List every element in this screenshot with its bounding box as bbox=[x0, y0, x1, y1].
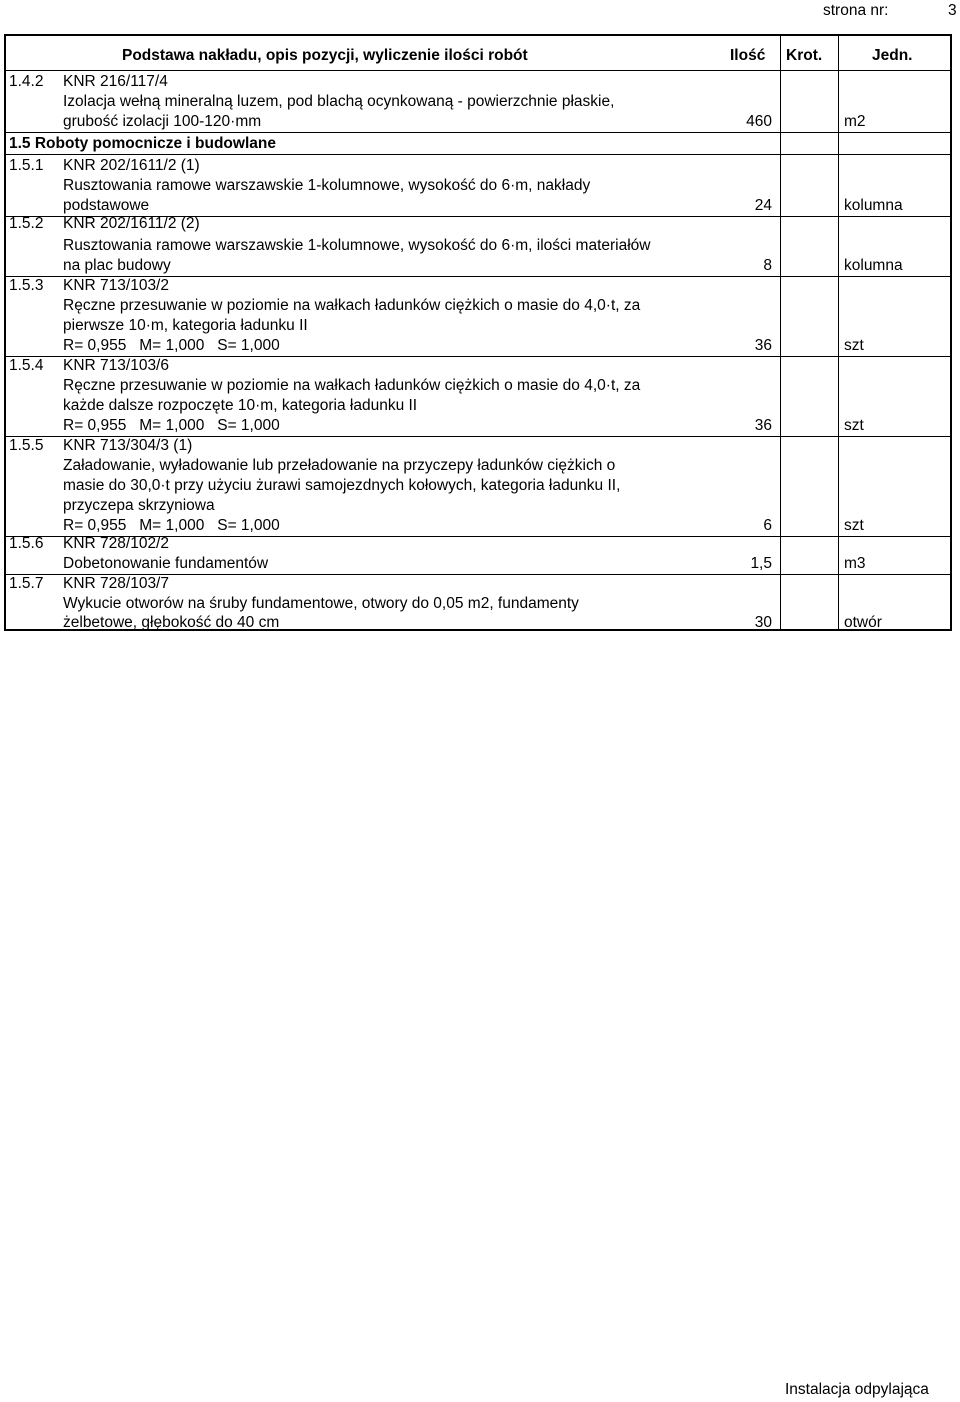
item-unit: m3 bbox=[844, 555, 866, 572]
item-description-line: Izolacja wełną mineralną luzem, pod blachą ocynkowaną - powierzchnie płaskie, bbox=[63, 93, 615, 110]
item-basis: KNR 713/304/3 (1) bbox=[63, 437, 193, 454]
item-quantity: 6 bbox=[763, 517, 772, 534]
item-unit: m2 bbox=[844, 113, 866, 130]
item-description-line: Ręczne przesuwanie w poziomie na wałkach ładunków ciężkich o masie do 4,0·t, za bbox=[63, 297, 641, 314]
item-coefficients: R= 0,955 M= 1,000 S= 1,000 bbox=[63, 517, 280, 534]
item-number: 1.5.2 bbox=[9, 215, 44, 232]
item-basis: KNR 202/1611/2 (2) bbox=[63, 215, 200, 232]
item-quantity: 30 bbox=[754, 614, 772, 631]
item-quantity: 8 bbox=[763, 257, 772, 274]
item-number: 1.5.6 bbox=[9, 535, 44, 552]
document-footer: Instalacja odpylająca bbox=[785, 1381, 929, 1398]
item-basis: KNR 713/103/6 bbox=[63, 357, 169, 374]
header-description: Podstawa nakładu, opis pozycji, wyliczenie ilości robót bbox=[122, 47, 528, 64]
item-description-line: przyczepa skrzyniowa bbox=[63, 497, 215, 514]
item-unit: kolumna bbox=[844, 197, 903, 214]
item-basis: KNR 728/103/7 bbox=[63, 575, 169, 592]
item-number: 1.5.3 bbox=[9, 277, 44, 294]
item-description-line: Dobetonowanie fundamentów bbox=[63, 555, 269, 572]
row-divider bbox=[6, 154, 950, 155]
item-number: 1.5.1 bbox=[9, 157, 44, 174]
header-divider bbox=[6, 70, 950, 71]
item-basis: KNR 216/117/4 bbox=[63, 73, 168, 90]
page-number-label: strona nr: bbox=[823, 2, 889, 19]
item-coefficients: R= 0,955 M= 1,000 S= 1,000 bbox=[63, 337, 280, 354]
item-description-line: Rusztowania ramowe warszawskie 1-kolumnowe, wysokość do 6·m, nakłady bbox=[63, 177, 591, 194]
item-number: 1.5.7 bbox=[9, 575, 44, 592]
item-quantity: 24 bbox=[754, 197, 772, 214]
header-multiplier: Krot. bbox=[786, 47, 823, 64]
cost-estimate-table bbox=[4, 34, 952, 631]
item-quantity: 36 bbox=[754, 337, 772, 354]
item-description-line: Rusztowania ramowe warszawskie 1-kolumnowe, wysokość do 6·m, ilości materiałów bbox=[63, 237, 651, 254]
item-description-line: każde dalsze rozpoczęte 10·m, kategoria ładunku II bbox=[63, 397, 418, 414]
item-basis: KNR 202/1611/2 (1) bbox=[63, 157, 200, 174]
item-description-line: Ręczne przesuwanie w poziomie na wałkach ładunków ciężkich o masie do 4,0·t, za bbox=[63, 377, 641, 394]
item-description-line: żelbetowe, głębokość do 40 cm bbox=[63, 614, 280, 631]
column-divider bbox=[838, 36, 839, 629]
item-basis: KNR 728/102/2 bbox=[63, 535, 169, 552]
item-unit: szt bbox=[844, 517, 864, 534]
item-quantity: 460 bbox=[746, 113, 772, 130]
column-divider bbox=[780, 36, 781, 629]
item-description-line: Wykucie otworów na śruby fundamentowe, otwory do 0,05 m2, fundamenty bbox=[63, 595, 579, 612]
item-description-line: masie do 30,0·t przy użyciu żurawi samojezdnych kołowych, kategoria ładunku II, bbox=[63, 477, 621, 494]
header-unit: Jedn. bbox=[872, 47, 913, 64]
header-quantity: Ilość bbox=[730, 47, 766, 64]
row-divider bbox=[6, 132, 950, 133]
item-description-line: na plac budowy bbox=[63, 257, 171, 274]
item-number: 1.4.2 bbox=[9, 73, 44, 90]
item-description-line: podstawowe bbox=[63, 197, 150, 214]
item-unit: szt bbox=[844, 417, 864, 434]
item-unit: szt bbox=[844, 337, 864, 354]
page-number-value: 3 bbox=[948, 2, 957, 19]
item-unit: kolumna bbox=[844, 257, 903, 274]
item-coefficients: R= 0,955 M= 1,000 S= 1,000 bbox=[63, 417, 280, 434]
item-number: 1.5.5 bbox=[9, 437, 44, 454]
item-description-line: pierwsze 10·m, kategoria ładunku II bbox=[63, 317, 308, 334]
item-basis: KNR 713/103/2 bbox=[63, 277, 169, 294]
section-heading: 1.5 Roboty pomocnicze i budowlane bbox=[9, 135, 276, 152]
item-quantity: 36 bbox=[754, 417, 772, 434]
item-quantity: 1,5 bbox=[750, 555, 772, 572]
item-number: 1.5.4 bbox=[9, 357, 44, 374]
item-unit: otwór bbox=[844, 614, 882, 631]
item-description-line: Załadowanie, wyładowanie lub przeładowanie na przyczepy ładunków ciężkich o bbox=[63, 457, 616, 474]
item-description-line: grubość izolacji 100-120·mm bbox=[63, 113, 262, 130]
